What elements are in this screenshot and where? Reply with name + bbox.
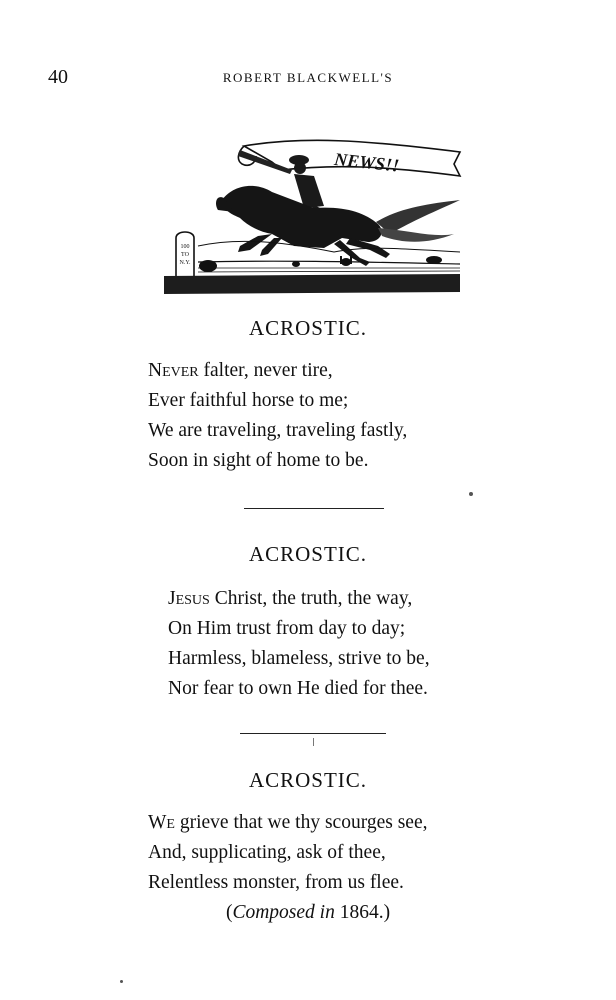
news-rider-illustration — [164, 134, 464, 296]
poem-1-body — [148, 356, 407, 476]
poem-3-title: ACROSTIC. — [248, 768, 368, 792]
page-number: 40 — [48, 66, 68, 88]
running-head: ROBERT BLACKWELL'S — [222, 70, 394, 85]
poem-2-line-1: Jesus Christ, the truth, the way, — [168, 588, 413, 609]
ink-speck — [120, 980, 123, 983]
poem-3-line-1: We grieve that we thy scourges see, — [148, 812, 428, 833]
svg-text:N.Y.: N.Y. — [179, 260, 191, 266]
poem-3-body — [148, 808, 428, 898]
poem-3-line-3: Relentless monster, from us flee. — [148, 872, 404, 893]
poem-2-line-4: Nor fear to own He died for thee. — [168, 678, 428, 699]
poem-1-line-3: We are traveling, traveling fastly, — [148, 420, 408, 441]
composition-note: (Composed in 1864.) — [225, 902, 391, 923]
ink-mark — [313, 738, 314, 746]
poem-2-line-3: Harmless, blameless, strive to be, — [168, 648, 430, 669]
divider-rule — [244, 508, 384, 509]
banner-text: NEWS!! — [333, 148, 401, 176]
svg-text:TO: TO — [181, 252, 189, 258]
poem-1-title: ACROSTIC. — [248, 316, 368, 340]
poem-2-body — [168, 584, 430, 704]
galloping-horse — [216, 186, 460, 266]
poem-2-line-2: On Him trust from day to day; — [168, 618, 406, 639]
poem-3-line-2: And, supplicating, ask of thee, — [148, 842, 386, 863]
milestone — [176, 232, 194, 282]
svg-text:100: 100 — [180, 244, 190, 250]
ink-speck — [469, 492, 473, 496]
poem-1-line-2: Ever faithful horse to me; — [148, 390, 349, 411]
divider-rule — [240, 733, 386, 734]
poem-1-line-4: Soon in sight of home to be. — [148, 450, 369, 471]
poem-2-title: ACROSTIC. — [248, 542, 368, 566]
poem-1-line-1: Never falter, never tire, — [148, 360, 333, 381]
